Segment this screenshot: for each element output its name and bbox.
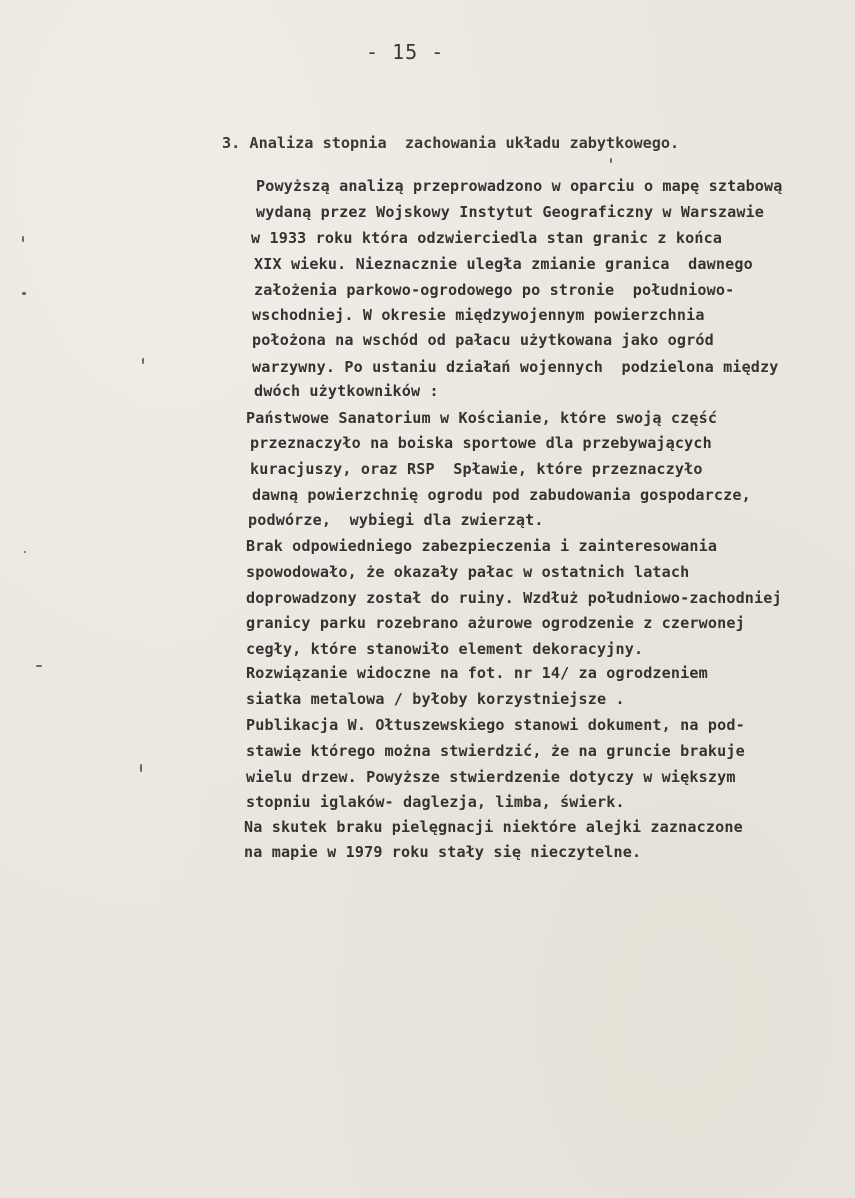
text-line: wielu drzew. Powyższe stwierdzenie dotyczy w większym <box>246 768 736 786</box>
text-line: granicy parku rozebrano ażurowe ogrodzenie z czerwonej <box>246 614 745 632</box>
text-line: założenia parkowo-ogrodowego po stronie południowo- <box>254 281 735 299</box>
text-line: przeznaczyło na boiska sportowe dla przebywających <box>250 434 712 452</box>
text-line: dawną powierzchnię ogrodu pod zabudowania gospodarcze, <box>252 486 751 504</box>
text-line: dwóch użytkowników : <box>254 382 439 400</box>
text-line: Państwowe Sanatorium w Kościanie, które swoją część <box>246 409 718 427</box>
page-number: - 15 - <box>366 40 445 64</box>
text-line: spowodowało, że okazały pałac w ostatnich latach <box>246 563 690 581</box>
text-line: położona na wschód od pałacu użytkowana jako ogród <box>252 331 714 349</box>
scan-mark <box>24 551 26 553</box>
scan-mark <box>36 665 42 667</box>
text-line: Publikacja W. Ołtuszewskiego stanowi dokument, na pod- <box>246 716 745 734</box>
text-line: stawie którego można stwierdzić, że na gruncie brakuje <box>246 742 745 760</box>
section-heading: 3. Analiza stopnia zachowania układu zabytkowego. <box>222 134 680 152</box>
text-line: Na skutek braku pielęgnacji niektóre alejki zaznaczone <box>244 818 743 836</box>
text-line: doprowadzony został do ruiny. Wzdłuż południowo-zachodniej <box>246 589 782 607</box>
scan-mark <box>22 292 26 295</box>
scan-mark <box>142 358 144 364</box>
text-line: podwórze, wybiegi dla zwierząt. <box>248 511 544 529</box>
text-line: w 1933 roku która odzwierciedla stan granic z końca <box>251 229 723 247</box>
scan-mark <box>22 236 24 242</box>
text-line: Brak odpowiedniego zabezpieczenia i zainteresowania <box>246 537 718 555</box>
text-line: cegły, które stanowiło element dekoracyjny. <box>246 640 644 658</box>
text-line: wschodniej. W okresie międzywojennym powierzchnia <box>252 306 705 324</box>
scan-mark <box>610 158 612 163</box>
text-line: na mapie w 1979 roku stały się nieczytelne. <box>244 843 642 861</box>
text-line: kuracjuszy, oraz RSP Spławie, które przeznaczyło <box>250 460 703 478</box>
text-line: siatka metalowa / byłoby korzystniejsze . <box>246 690 625 708</box>
scan-mark <box>140 764 142 772</box>
text-line: Powyższą analizą przeprowadzono w oparciu o mapę sztabową <box>256 177 783 195</box>
text-line: XIX wieku. Nieznacznie uległa zmianie granica dawnego <box>254 255 753 273</box>
text-line: warzywny. Po ustaniu działań wojennych podzielona między <box>252 358 779 376</box>
text-line: stopniu iglaków- daglezja, limba, świerk. <box>246 793 625 811</box>
text-line: Rozwiązanie widoczne na fot. nr 14/ za ogrodzeniem <box>246 664 708 682</box>
text-line: wydaną przez Wojskowy Instytut Geograficzny w Warszawie <box>256 203 765 221</box>
